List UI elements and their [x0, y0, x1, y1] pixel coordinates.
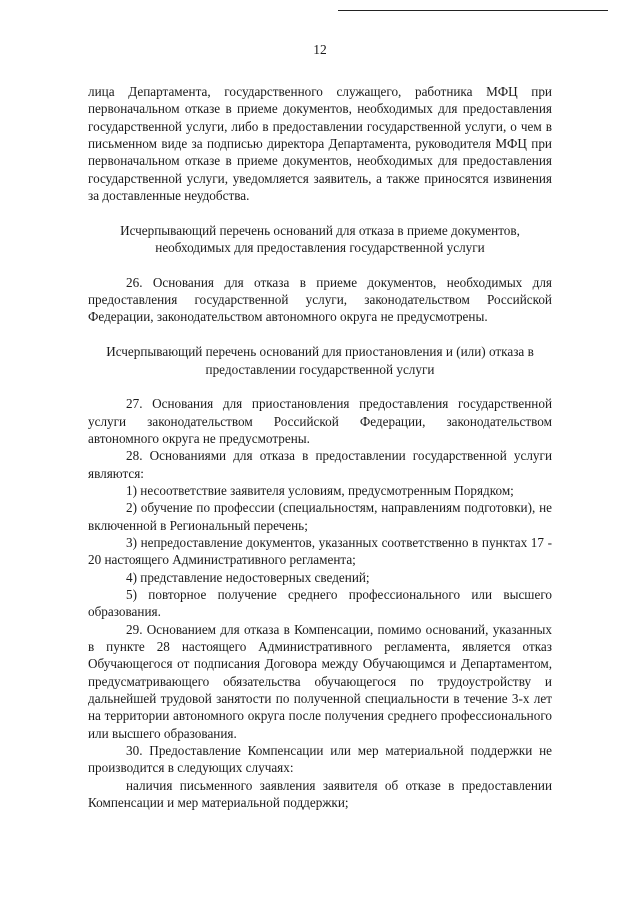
list-item-4: 4) представление недостоверных сведений; [126, 569, 370, 585]
page-body [88, 83, 552, 811]
paragraph-27: 27. Основания для приостановления предоставления государственной услуги законодательством Российской Федерации, законодательством автономного округа не предусмотрены. [88, 396, 552, 446]
header-rule [338, 10, 608, 12]
paragraph-continuation: лица Департамента, государственного служащего, работника МФЦ при первоначальном отказе в приеме документов, необходимых для предоставления государственной услуги, либо в предоставлении государственной услуги, о чем в письменном виде за подписью директора Департамента, руководителя МФЦ при первоначальном отказе в приеме документов, необходимых для предоставления государственной услуги, уведомляется заявитель, а также приносятся извинения за доставленные неудобства. [88, 84, 552, 204]
list-item-1: 1) несоответствие заявителя условиям, предусмотренным Порядком; [126, 482, 514, 498]
paragraph-28: 28. Основаниями для отказа в предоставлении государственной услуги являются: [88, 448, 552, 481]
page-number: 12 [313, 42, 327, 57]
list-item-3: 3) непредоставление документов, указанных соответственно в пунктах 17 - 20 настоящего Административного регламента; [88, 534, 552, 568]
section-heading-suspension-refusal: Исчерпывающий перечень оснований для приостановления и (или) отказа в предоставлении государственной услуги [106, 344, 534, 377]
paragraph-29: 29. Основанием для отказа в Компенсации, помимо оснований, указанных в пункте 28 настоящего Административного регламента, является отказ Обучающегося от подписания Договора между Обучающимся и Департаментом, предусматривающего обязательства обучающегося по трудоустройству и дальнейшей трудовой занятости по полученной специальности в течение 3-х лет на территории автономного округа после получения среднего профессионального или высшего образования. [88, 621, 552, 741]
paragraph-30: 30. Предоставление Компенсации или мер материальной поддержки не производится в следующих случаях: [88, 743, 552, 776]
list-item-5: 5) повторное получение среднего профессионального или высшего образования. [88, 586, 552, 620]
paragraph-30-case-1: наличия письменного заявления заявителя об отказе в предоставлении Компенсации и мер материальной поддержки; [88, 777, 552, 811]
paragraph-26: 26. Основания для отказа в приеме документов, необходимых для предоставления государственной услуги, законодательством Российской Федерации, законодательством автономного округа не предусмотрены. [88, 274, 552, 325]
list-item-2: 2) обучение по профессии (специальностям, направлениям подготовки), не включенной в Региональный перечень; [88, 500, 552, 533]
section-heading-refusal-documents: Исчерпывающий перечень оснований для отказа в приеме документов, необходимых для предоставления государственной услуги [120, 222, 520, 256]
